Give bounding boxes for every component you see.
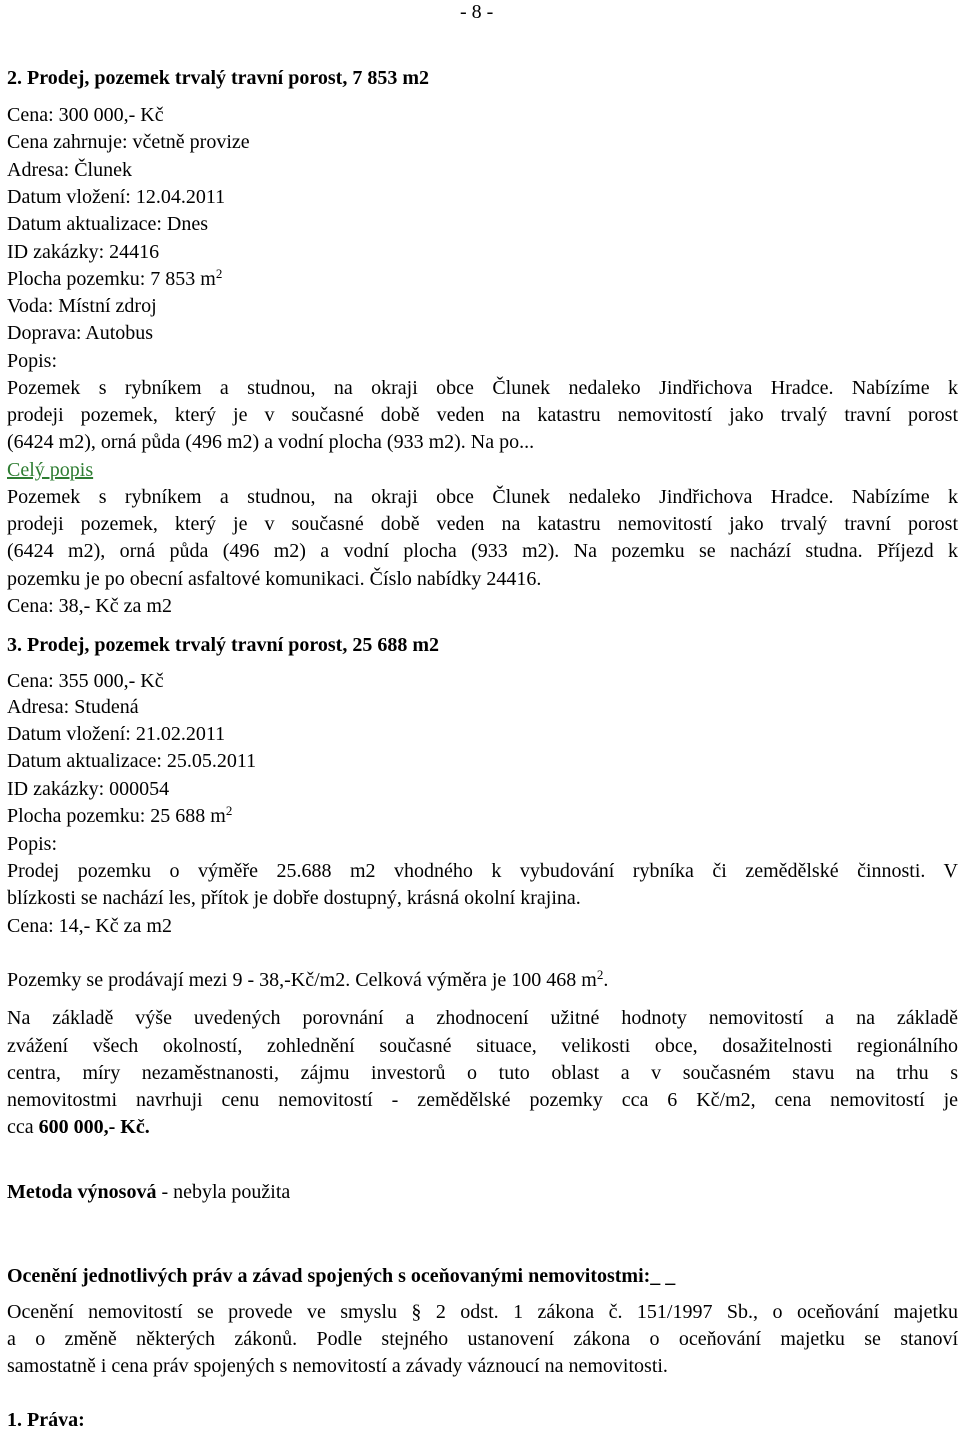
conclusion-line-4: nemovitostmi navrhuji cenu nemovitostí - zemědělské pozemky cca 6 Kč/m2, cena nemovitostí je [7, 1089, 958, 1111]
s2-full-line-2: prodeji pozemek, který je v současné době veden na katastru nemovitostí jako trvalý travní porost [7, 513, 958, 535]
income-method-title: Metoda výnosová [7, 1181, 157, 1203]
s2-short-line-2: prodeji pozemek, který je v současné době veden na katastru nemovitostí jako trvalý travní porost [7, 404, 958, 426]
full-description-link[interactable]: Celý popis [7, 459, 94, 481]
summary-end: . [603, 969, 609, 991]
section-3-heading: 3. Prodej, pozemek trvalý travní porost, 25 688 m2 [7, 634, 439, 656]
summary-line [7, 967, 609, 991]
s3-desc-line-1: Prodej pozemku o výměře 25.688 m2 vhodného k vybudování rybníka či zemědělské činnosti. V [7, 860, 958, 882]
page-number: - 8 - [460, 1, 494, 23]
s2-short-line-3: (6424 m2), orná půda (496 m2) a vodní plocha (933 m2). Na po... [7, 431, 535, 453]
rights-line-3: samostatně i cena práv spojených s nemovitostí a závady váznoucí na nemovitosti. [7, 1355, 668, 1377]
s2-price-includes: Cena zahrnuje: včetně provize [7, 131, 250, 153]
s3-date-updated: Datum aktualizace: 25.05.2011 [7, 750, 257, 772]
conclusion-line-5 [7, 1117, 150, 1137]
rights-subheading: 1. Práva: [7, 1409, 85, 1431]
s3-order-id: ID zakázky: 000054 [7, 778, 170, 800]
s2-order-id: ID zakázky: 24416 [7, 241, 160, 263]
income-method-note: - nebyla použita [156, 1181, 291, 1203]
s2-full-line-4: pozemku je po obecní asfaltové komunikaci. Číslo nabídky 24416. [7, 568, 542, 590]
s3-desc-label: Popis: [7, 833, 58, 855]
s2-price-per-m2: Cena: 38,- Kč za m2 [7, 595, 172, 617]
s2-area [7, 266, 223, 290]
section-2-heading: 2. Prodej, pozemek trvalý travní porost, 7 853 m2 [7, 67, 429, 89]
s3-date-added: Datum vložení: 21.02.2011 [7, 723, 226, 745]
s2-date-added: Datum vložení: 12.04.2011 [7, 186, 226, 208]
income-method [7, 1182, 290, 1202]
s2-water: Voda: Místní zdroj [7, 295, 157, 317]
s2-address: Adresa: Člunek [7, 159, 132, 181]
s3-area-sup: 2 [225, 803, 233, 818]
s3-area-text: Plocha pozemku: 25 688 m [7, 805, 226, 827]
conclusion-line-1: Na základě výše uvedených porovnání a zhodnocení užitné hodnoty nemovitostí a na základě [7, 1007, 958, 1029]
rights-line-2: a o změně některých zákonů. Podle stejného ustanovení zákona o oceňování majetku se stanoví [7, 1328, 958, 1350]
rights-heading: Ocenění jednotlivých práv a závad spojených s oceňovanými nemovitostmi:_ _ [7, 1265, 676, 1287]
s3-price: Cena: 355 000,- Kč [7, 670, 164, 692]
s3-desc-line-2: blízkosti se nachází les, přítok je dobře dostupný, krásná okolní krajina. [7, 887, 581, 909]
conclusion-prefix: cca [7, 1116, 39, 1138]
conclusion-line-3: centra, míry nezaměstnanosti, zájmu investorů o tuto oblast a v současném stavu na trhu s [7, 1062, 958, 1084]
final-price: 600 000,- Kč. [38, 1116, 150, 1138]
s3-address: Adresa: Studená [7, 696, 139, 718]
s2-desc-label: Popis: [7, 350, 58, 372]
s2-full-line-3: (6424 m2), orná půda (496 m2) a vodní plocha (933 m2). Na pozemku se nachází studna. Příjezd k [7, 540, 958, 562]
s2-full-line-1: Pozemek s rybníkem a studnou, na okraji obce Člunek nedaleko Jindřichova Hradce. Nabízíme k [7, 486, 958, 508]
s3-price-per-m2: Cena: 14,- Kč za m2 [7, 915, 172, 937]
summary-sup: 2 [596, 967, 604, 982]
summary-text: Pozemky se prodávají mezi 9 - 38,-Kč/m2. Celková výměra je 100 468 m [7, 969, 597, 991]
s2-area-sup: 2 [215, 266, 223, 281]
s2-price: Cena: 300 000,- Kč [7, 104, 164, 126]
s2-transport: Doprava: Autobus [7, 322, 154, 344]
rights-line-1: Ocenění nemovitostí se provede ve smyslu § 2 odst. 1 zákona č. 151/1997 Sb., o oceňování majetku [7, 1301, 958, 1323]
s3-area [7, 803, 233, 827]
s2-short-line-1: Pozemek s rybníkem a studnou, na okraji obce Člunek nedaleko Jindřichova Hradce. Nabízíme k [7, 377, 958, 399]
conclusion-line-2: zvážení všech okolností, zohlednění současné situace, velikosti obce, dosažitelnosti regionálního [7, 1035, 958, 1057]
s2-area-text: Plocha pozemku: 7 853 m [7, 268, 216, 290]
s2-date-updated: Datum aktualizace: Dnes [7, 213, 209, 235]
